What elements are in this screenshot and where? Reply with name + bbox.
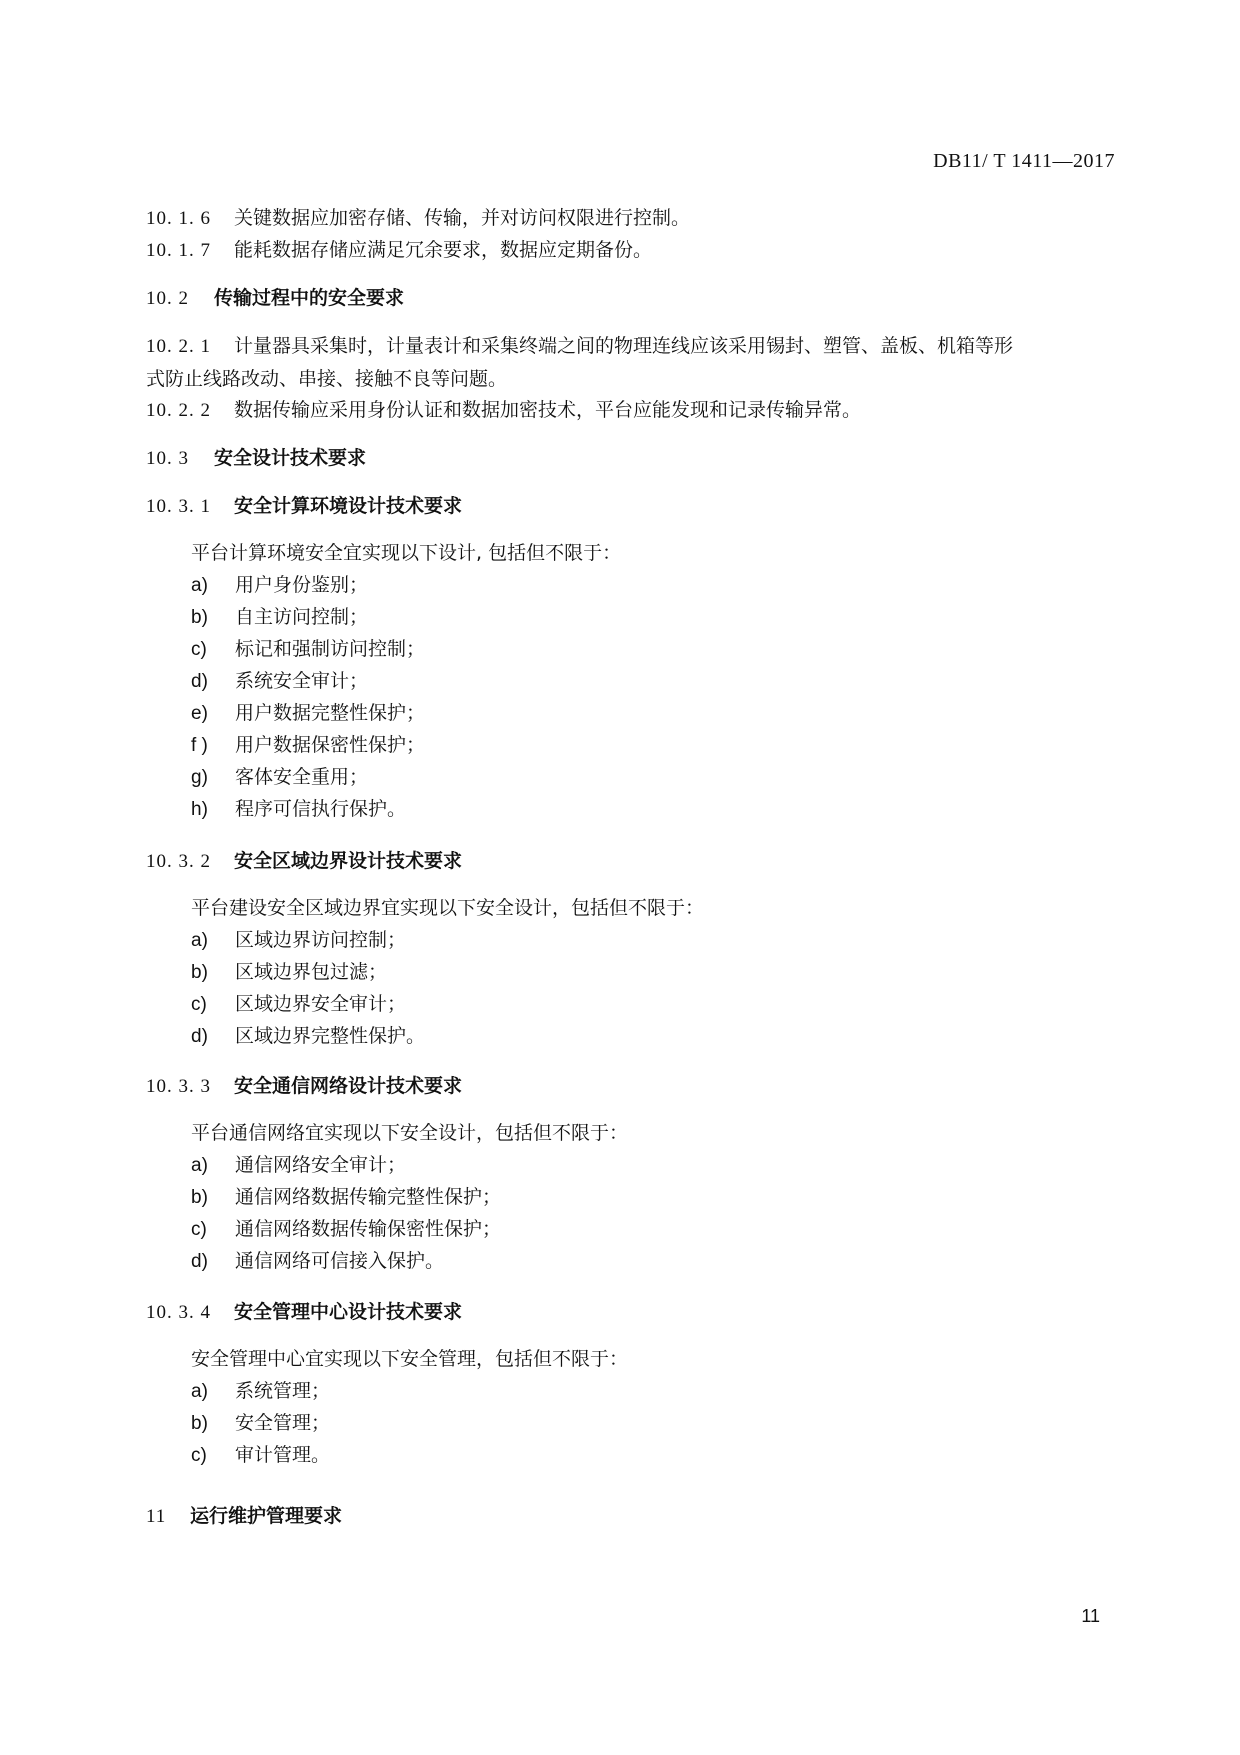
subsection-intro: 安全管理中心宜实现以下安全管理，包括但不限于： <box>191 1348 629 1370</box>
subsection-heading-10-3-4 <box>146 1296 1115 1329</box>
section-title: 传输过程中的安全要求 <box>214 287 405 309</box>
list-text: 通信网络可信接入保护。 <box>235 1250 445 1272</box>
subsection-intro: 平台通信网络宜实现以下安全设计，包括但不限于： <box>191 1122 629 1144</box>
list-text: 通信网络数据传输完整性保护； <box>235 1186 502 1208</box>
subsection-heading-10-3-2 <box>146 845 1115 878</box>
list-marker: c) <box>191 994 207 1015</box>
list-item <box>191 1149 406 1182</box>
clause-number: 10. 1. 6 <box>146 208 211 229</box>
list-text: 系统管理； <box>235 1380 331 1402</box>
list-marker: d) <box>191 671 208 692</box>
list-marker: e) <box>191 703 208 724</box>
subsection-intro: 平台建设安全区域边界宜实现以下安全设计，包括但不限于： <box>191 897 705 919</box>
list-item <box>191 1020 425 1053</box>
section-number: 10. 3 <box>146 448 189 469</box>
list-item <box>191 924 406 957</box>
subsection-number: 10. 3. 3 <box>146 1076 211 1097</box>
list-marker: a) <box>191 930 208 951</box>
section-heading-10-2 <box>146 282 1115 315</box>
list-text: 通信网络数据传输保密性保护； <box>235 1218 502 1240</box>
list-marker: c) <box>191 639 207 660</box>
subsection-number: 10. 3. 4 <box>146 1302 211 1323</box>
clause-text: 能耗数据存储应满足冗余要求，数据应定期备份。 <box>234 239 653 261</box>
clause-text-line2: 式防止线路改动、串接、接触不良等问题。 <box>146 368 508 390</box>
list-text: 区域边界完整性保护。 <box>235 1025 426 1047</box>
list-text: 审计管理。 <box>235 1444 331 1466</box>
section-number: 11 <box>146 1506 167 1527</box>
list-item <box>191 665 368 698</box>
subsection-heading-10-3-1 <box>146 490 1115 523</box>
list-marker: f ) <box>191 735 208 756</box>
list-text: 自主访问控制； <box>235 606 369 628</box>
list-text: 安全管理； <box>235 1412 331 1434</box>
list-marker: a) <box>191 1155 208 1176</box>
list-marker: d) <box>191 1251 208 1272</box>
list-item <box>191 793 406 826</box>
list-marker: c) <box>191 1445 207 1466</box>
clause-number: 10. 2. 2 <box>146 400 211 421</box>
list-text: 用户数据完整性保护； <box>235 702 426 724</box>
list-text: 通信网络安全审计； <box>235 1154 407 1176</box>
clause-10-1-7 <box>146 234 1115 267</box>
clause-number: 10. 2. 1 <box>146 336 211 357</box>
list-item <box>191 633 425 666</box>
list-text: 客体安全重用； <box>235 766 369 788</box>
list-marker: b) <box>191 962 208 983</box>
list-item <box>191 697 425 730</box>
list-marker: b) <box>191 1187 208 1208</box>
list-marker: c) <box>191 1219 207 1240</box>
list-marker: b) <box>191 1413 208 1434</box>
subsection-heading-10-3-3 <box>146 1070 1115 1103</box>
clause-10-2-2 <box>146 394 1115 427</box>
list-item <box>191 1245 444 1278</box>
subsection-title: 安全计算环境设计技术要求 <box>234 495 463 517</box>
list-text: 区域边界安全审计； <box>235 993 407 1015</box>
list-item <box>191 1181 501 1214</box>
clause-number: 10. 1. 7 <box>146 240 211 261</box>
list-item <box>191 956 387 989</box>
list-item <box>191 729 425 762</box>
clause-text: 数据传输应采用身份认证和数据加密技术，平台应能发现和记录传输异常。 <box>234 399 862 421</box>
clause-10-2-1 <box>146 330 1115 396</box>
subsection-number: 10. 3. 2 <box>146 851 211 872</box>
list-text: 程序可信执行保护。 <box>235 798 407 820</box>
section-title: 安全设计技术要求 <box>214 447 367 469</box>
clause-10-1-6 <box>146 202 1115 235</box>
list-text: 标记和强制访问控制； <box>235 638 426 660</box>
list-item <box>191 1439 330 1472</box>
list-item <box>191 761 368 794</box>
list-item <box>191 569 368 602</box>
list-text: 区域边界访问控制； <box>235 929 407 951</box>
list-marker: h) <box>191 799 208 820</box>
page-number: 11 <box>1081 1606 1100 1626</box>
list-marker: a) <box>191 575 208 596</box>
section-heading-10-3 <box>146 442 1115 475</box>
subsection-title: 安全管理中心设计技术要求 <box>234 1301 463 1323</box>
list-marker: g) <box>191 767 208 788</box>
list-text: 用户数据保密性保护； <box>235 734 426 756</box>
subsection-number: 10. 3. 1 <box>146 496 211 517</box>
list-text: 系统安全审计； <box>235 670 369 692</box>
clause-text-line1: 计量器具采集时，计量表计和采集终端之间的物理连线应该采用锡封、塑管、盖板、机箱等形 <box>234 335 1014 357</box>
section-number: 10. 2 <box>146 288 189 309</box>
section-heading-11 <box>146 1500 1115 1533</box>
subsection-title: 安全区域边界设计技术要求 <box>234 850 463 872</box>
list-marker: b) <box>191 607 208 628</box>
list-item <box>191 1375 330 1408</box>
clause-text: 关键数据应加密存储、传输，并对访问权限进行控制。 <box>234 207 691 229</box>
list-text: 区域边界包过滤； <box>235 961 388 983</box>
subsection-intro: 平台计算环境安全宜实现以下设计, 包括但不限于： <box>191 542 622 564</box>
list-text: 用户身份鉴别； <box>235 574 369 596</box>
document-code: DB11/ T 1411—2017 <box>933 150 1115 172</box>
list-marker: a) <box>191 1381 208 1402</box>
section-title: 运行维护管理要求 <box>190 1505 343 1527</box>
list-item <box>191 601 368 634</box>
list-item <box>191 1407 330 1440</box>
list-marker: d) <box>191 1026 208 1047</box>
list-item <box>191 988 406 1021</box>
list-item <box>191 1213 501 1246</box>
subsection-title: 安全通信网络设计技术要求 <box>234 1075 463 1097</box>
